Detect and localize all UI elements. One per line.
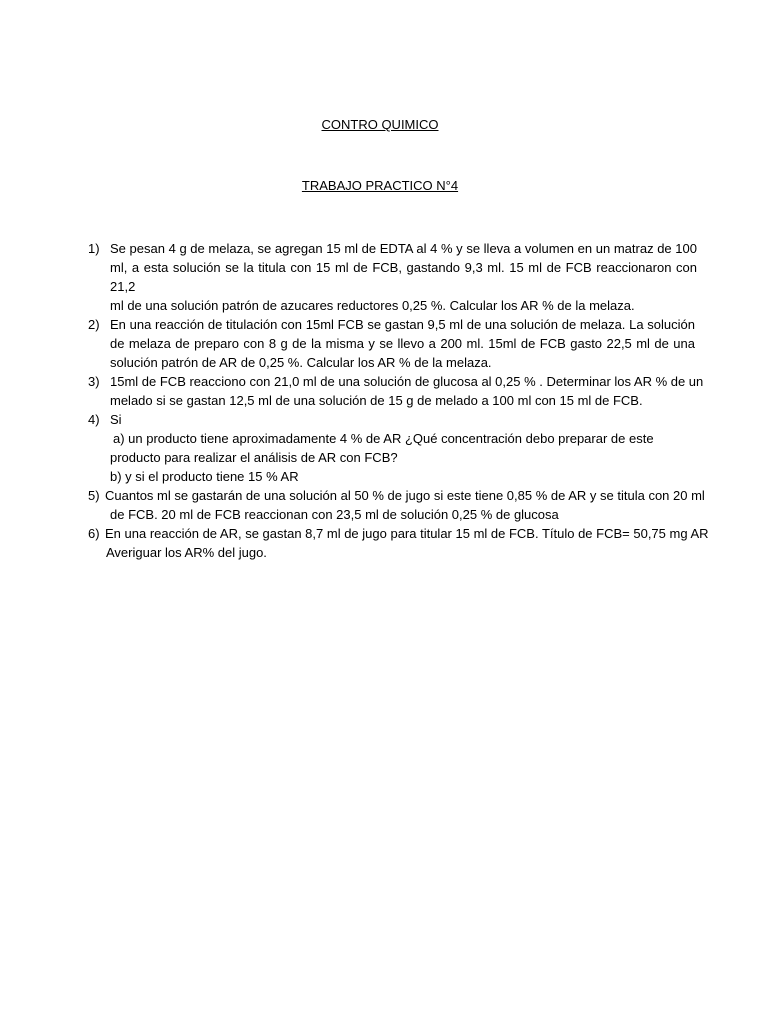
exercise-number: 2) — [88, 317, 100, 332]
document-subtitle: TRABAJO PRACTICO N°4 — [301, 178, 459, 193]
exercise-line: ml, a esta solución se la titula con 15 ml de FCB, gastando 9,3 ml. 15 ml de FCB reaccionaron con 21,2 — [110, 260, 697, 294]
exercise-line: b) y si el producto tiene 15 % AR — [110, 469, 299, 484]
exercise-line: Se pesan 4 g de melaza, se agregan 15 ml de EDTA al 4 % y se lleva a volumen en un matraz de 100 — [110, 241, 697, 256]
exercise-item-3 — [0, 372, 768, 410]
exercise-list — [0, 239, 768, 562]
exercise-item-4 — [0, 410, 768, 486]
exercise-line: Cuantos ml se gastarán de una solución al 50 % de jugo si este tiene 0,85 % de AR y se titula con 20 ml — [105, 488, 705, 503]
exercise-line: producto para realizar el análisis de AR con FCB? — [110, 450, 398, 465]
document-title: CONTRO QUIMICO — [321, 117, 439, 132]
exercise-item-6 — [0, 524, 768, 562]
exercise-line: ml de una solución patrón de azucares reductores 0,25 %. Calcular los AR % de la melaza. — [110, 298, 635, 313]
exercise-line: Si — [110, 412, 122, 427]
exercise-line: a) un producto tiene aproximadamente 4 % de AR ¿Qué concentración debo preparar de este — [113, 431, 654, 446]
exercise-item-5 — [0, 486, 768, 524]
exercise-number: 3) — [88, 374, 100, 389]
exercise-number: 5) — [88, 488, 100, 503]
exercise-line: melado si se gastan 12,5 ml de una solución de 15 g de melado a 100 ml con 15 ml de FCB. — [110, 393, 643, 408]
exercise-number: 4) — [88, 412, 100, 427]
exercise-line: de melaza de preparo con 8 g de la misma y se llevo a 200 ml. 15ml de FCB gasto 22,5 ml de una — [110, 336, 695, 351]
exercise-line: En una reacción de AR, se gastan 8,7 ml de jugo para titular 15 ml de FCB. Título de FCB= 50,75 mg AR — [105, 526, 709, 541]
exercise-line: 15ml de FCB reacciono con 21,0 ml de una solución de glucosa al 0,25 % . Determinar los AR % de un — [110, 374, 704, 389]
exercise-line: Averiguar los AR% del jugo. — [106, 545, 267, 560]
exercise-item-1 — [0, 239, 768, 315]
exercise-number: 1) — [88, 241, 100, 256]
exercise-line: solución patrón de AR de 0,25 %. Calcular los AR % de la melaza. — [110, 355, 492, 370]
exercise-line: de FCB. 20 ml de FCB reaccionan con 23,5 ml de solución 0,25 % de glucosa — [110, 507, 559, 522]
exercise-item-2 — [0, 315, 768, 372]
exercise-number: 6) — [88, 526, 100, 541]
exercise-line: En una reacción de titulación con 15ml FCB se gastan 9,5 ml de una solución de melaza. La solución — [110, 317, 695, 332]
